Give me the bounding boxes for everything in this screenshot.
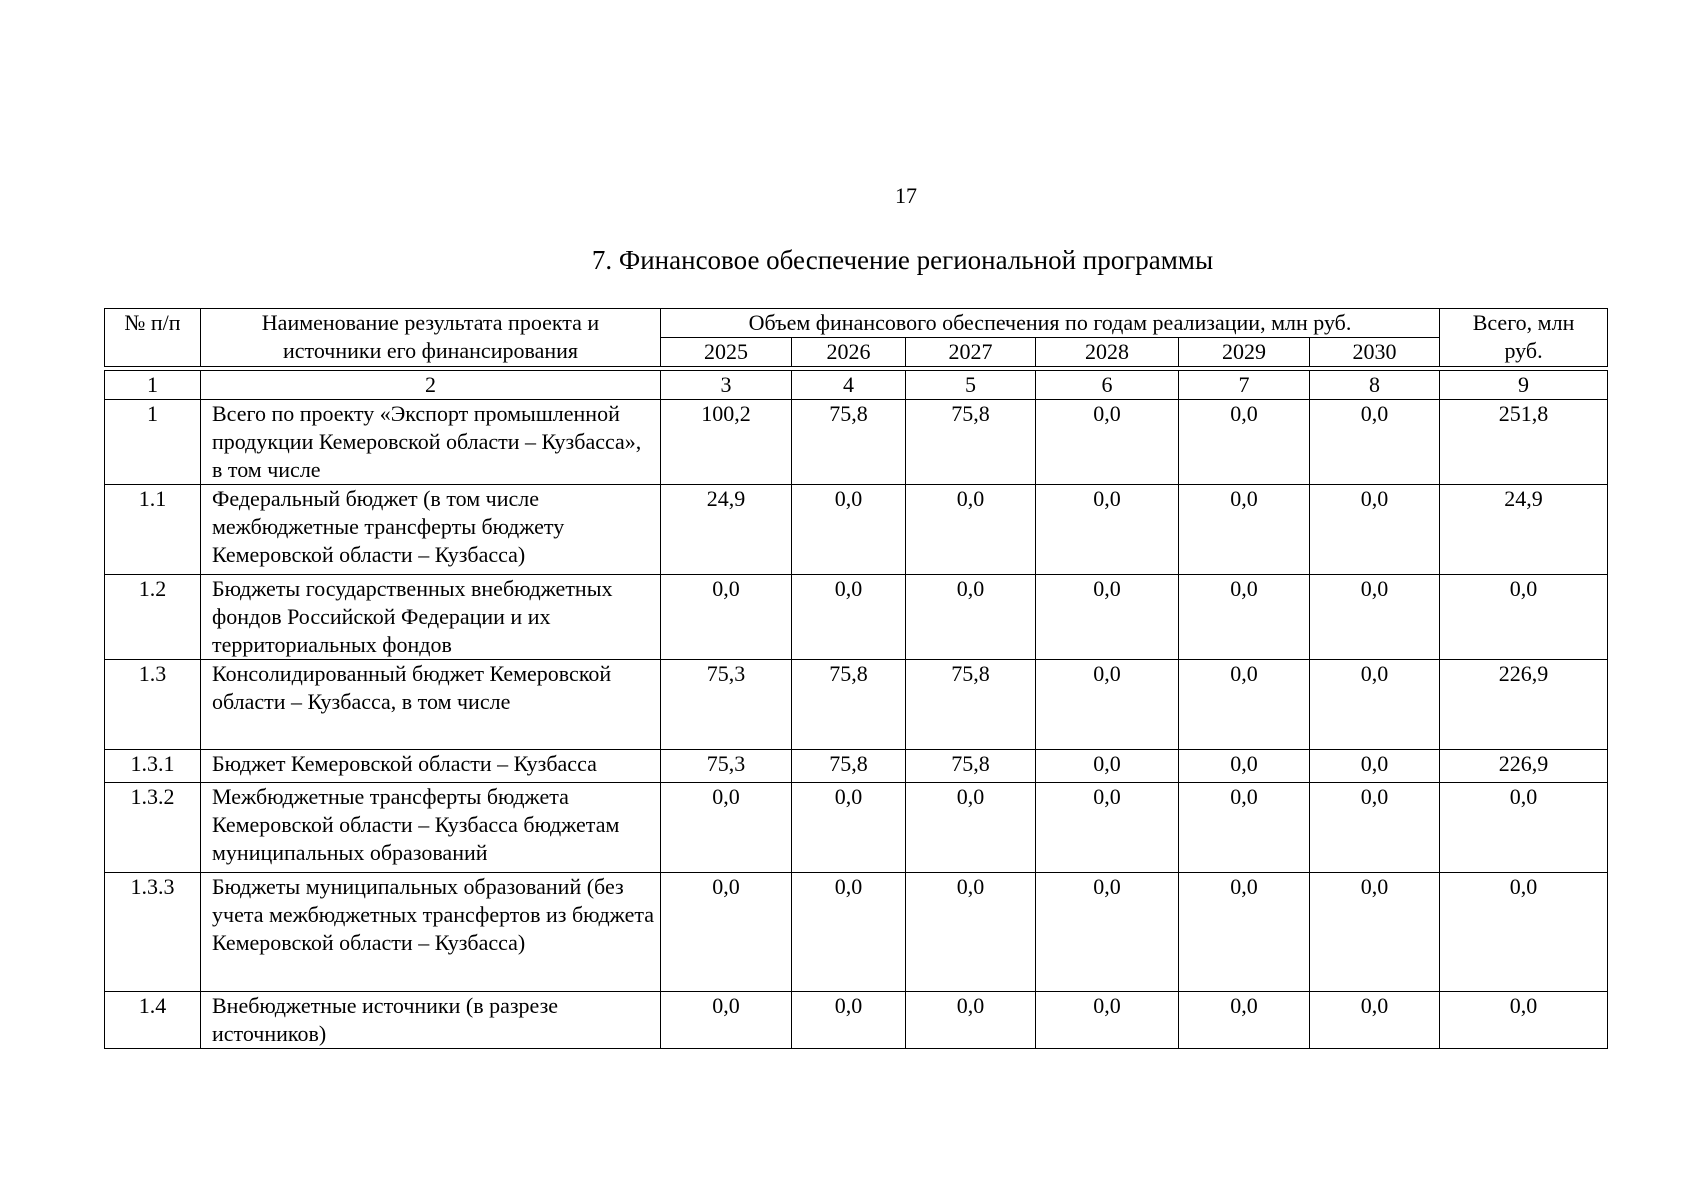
row-total: 0,0 [1440,873,1608,992]
row-total: 226,9 [1440,750,1608,783]
row-value: 0,0 [1036,575,1179,660]
row-value: 0,0 [906,873,1036,992]
row-value: 0,0 [1179,750,1310,783]
column-number-row [105,371,1608,400]
header-year: 2027 [906,338,1036,367]
row-value: 0,0 [1310,992,1440,1049]
row-value: 0,0 [792,575,906,660]
row-value: 75,8 [792,660,906,750]
row-no: 1.3.2 [105,783,201,873]
table-row [105,575,1608,660]
row-no: 1.3.3 [105,873,201,992]
row-value: 0,0 [1310,750,1440,783]
row-value: 75,8 [906,660,1036,750]
table-row [105,660,1608,750]
row-name: Бюджеты государственных внебюджетных фондов Российской Федерации и их территориальных фондов [201,575,661,660]
page-number: 17 [895,183,917,208]
row-value: 75,8 [792,750,906,783]
row-no: 1 [105,400,201,485]
row-no: 1.1 [105,485,201,575]
row-total: 0,0 [1440,992,1608,1049]
row-value: 0,0 [661,873,792,992]
row-total: 251,8 [1440,400,1608,485]
column-number: 5 [906,371,1036,400]
header-year: 2029 [1179,338,1310,367]
table-row [105,783,1608,873]
column-number: 6 [1036,371,1179,400]
row-value: 75,8 [906,750,1036,783]
row-value: 0,0 [661,783,792,873]
row-value: 0,0 [792,873,906,992]
row-value: 0,0 [1179,873,1310,992]
row-value: 0,0 [1036,873,1179,992]
row-name: Всего по проекту «Экспорт промышленной продукции Кемеровской области – Кузбасса», в том числе [201,400,661,485]
row-name: Бюджет Кемеровской области – Кузбасса [201,750,661,783]
row-value: 0,0 [1036,485,1179,575]
row-value: 0,0 [1179,485,1310,575]
row-name: Федеральный бюджет (в том числе межбюджетные трансферты бюджету Кемеровской области – Кузбасса) [201,485,661,575]
row-value: 0,0 [1036,660,1179,750]
row-value: 0,0 [661,575,792,660]
row-name: Консолидированный бюджет Кемеровской области – Кузбасса, в том числе [201,660,661,750]
row-total: 24,9 [1440,485,1608,575]
row-value: 0,0 [792,992,906,1049]
row-no: 1.4 [105,992,201,1049]
row-total: 0,0 [1440,575,1608,660]
header-name: Наименование результата проекта и источники его финансирования [201,309,661,367]
row-value: 0,0 [906,783,1036,873]
header-year: 2025 [661,338,792,367]
header-total: Всего, млн руб. [1440,309,1608,367]
row-no: 1.3 [105,660,201,750]
table-row [105,400,1608,485]
row-value: 24,9 [661,485,792,575]
row-value: 0,0 [1036,992,1179,1049]
row-value: 75,8 [906,400,1036,485]
column-number: 9 [1440,371,1608,400]
row-value: 0,0 [1310,575,1440,660]
column-number: 8 [1310,371,1440,400]
row-value: 0,0 [792,485,906,575]
row-value: 0,0 [661,992,792,1049]
row-value: 0,0 [1310,485,1440,575]
column-number: 4 [792,371,906,400]
table-row [105,750,1608,783]
table-row [105,873,1608,992]
table-row [105,992,1608,1049]
column-number: 1 [105,371,201,400]
header-volume: Объем финансового обеспечения по годам реализации, млн руб. [661,309,1440,338]
row-value: 0,0 [906,992,1036,1049]
row-value: 0,0 [1179,575,1310,660]
row-value: 0,0 [1179,992,1310,1049]
row-total: 0,0 [1440,783,1608,873]
row-value: 75,3 [661,750,792,783]
row-value: 0,0 [1179,783,1310,873]
row-value: 0,0 [1310,873,1440,992]
header-year: 2028 [1036,338,1179,367]
row-value: 0,0 [1310,660,1440,750]
table-row [105,485,1608,575]
row-value: 0,0 [1179,660,1310,750]
row-name: Внебюджетные источники (в разрезе источников) [201,992,661,1049]
row-value: 75,8 [792,400,906,485]
row-value: 0,0 [1036,400,1179,485]
header-no: № п/п [105,309,201,367]
row-value: 100,2 [661,400,792,485]
row-name: Межбюджетные трансферты бюджета Кемеровской области – Кузбасса бюджетам муниципальных образований [201,783,661,873]
financing-table [104,308,1608,1049]
row-no: 1.2 [105,575,201,660]
row-value: 0,0 [1036,783,1179,873]
row-value: 0,0 [792,783,906,873]
row-value: 0,0 [906,575,1036,660]
row-value: 75,3 [661,660,792,750]
row-name: Бюджеты муниципальных образований (без учета межбюджетных трансфертов из бюджета Кемеровской области – Кузбасса) [201,873,661,992]
row-no: 1.3.1 [105,750,201,783]
page-title: 7. Финансовое обеспечение региональной программы [591,245,1214,275]
header-year: 2026 [792,338,906,367]
row-value: 0,0 [1036,750,1179,783]
column-number: 3 [661,371,792,400]
column-number: 2 [201,371,661,400]
row-value: 0,0 [1179,400,1310,485]
row-value: 0,0 [1310,783,1440,873]
row-total: 226,9 [1440,660,1608,750]
row-value: 0,0 [906,485,1036,575]
header-year: 2030 [1310,338,1440,367]
column-number: 7 [1179,371,1310,400]
header-row [105,309,1608,338]
row-value: 0,0 [1310,400,1440,485]
